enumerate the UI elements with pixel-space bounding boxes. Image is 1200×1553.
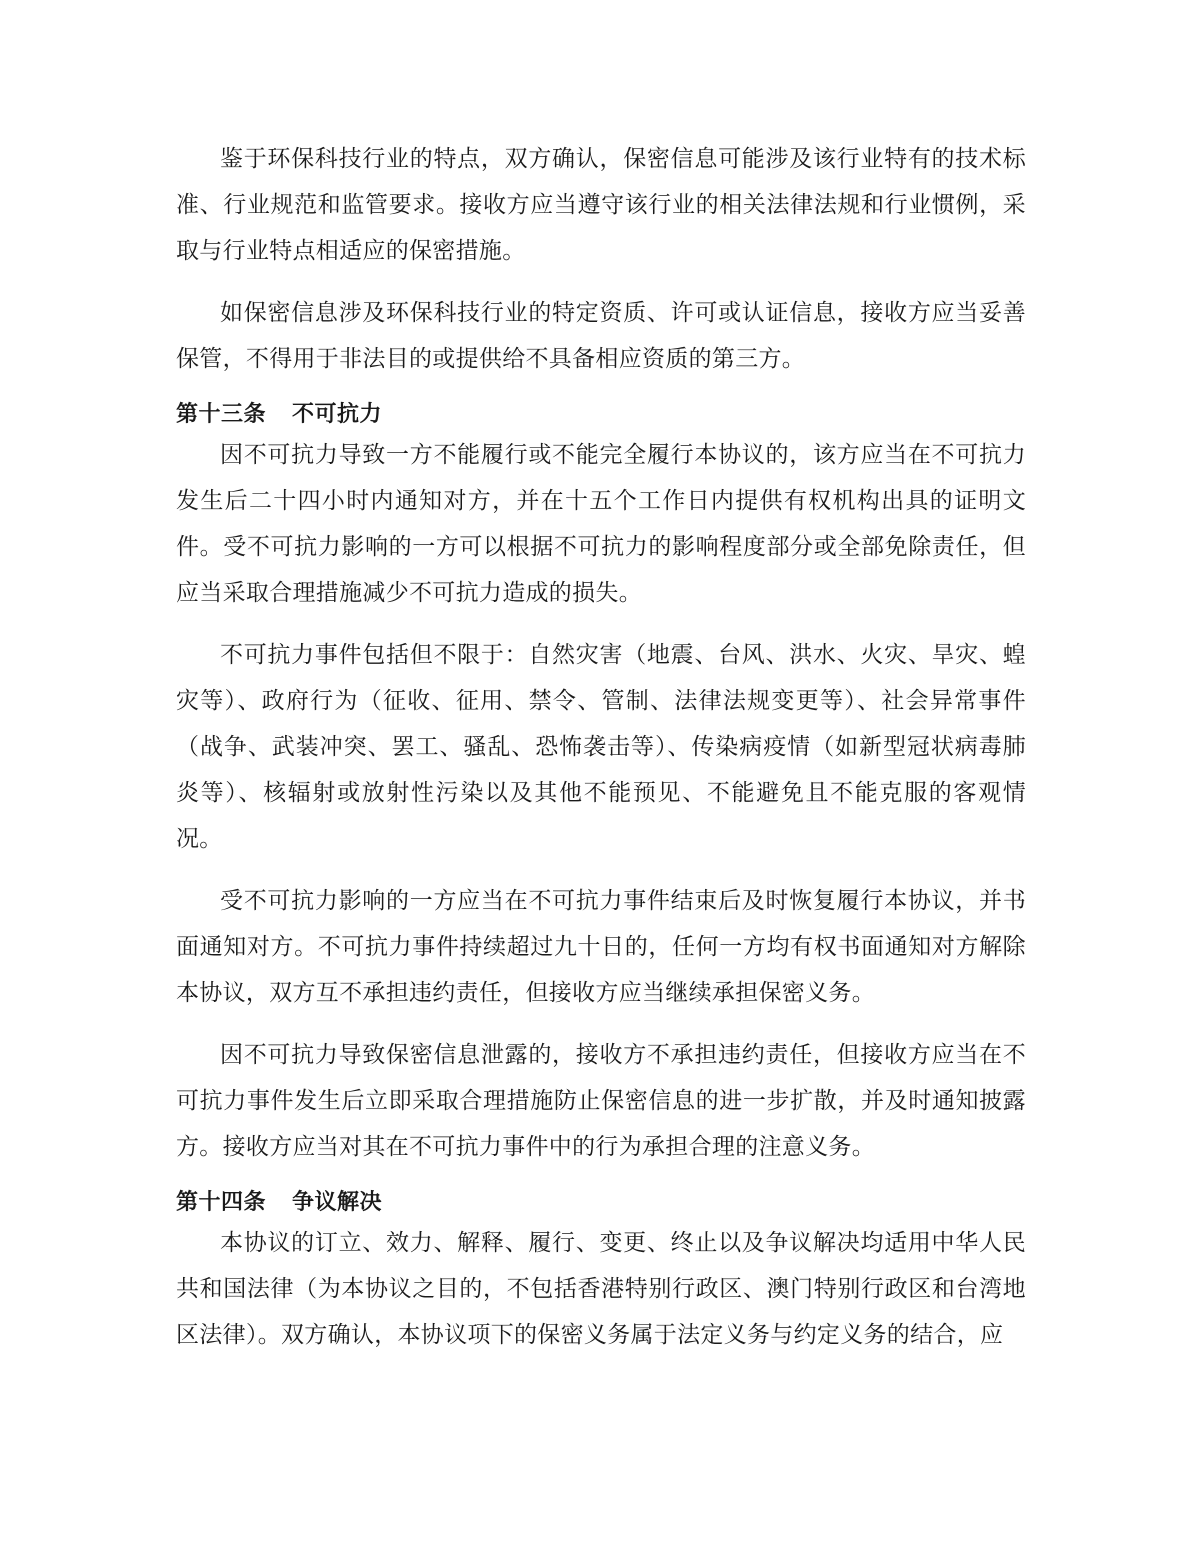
- article-13-title: 不可抗力: [292, 402, 383, 427]
- article-14-number: 第十四条: [176, 1190, 267, 1215]
- paragraph-governing-law: 本协议的订立、效力、解释、履行、变更、终止以及争议解决均适用中华人民共和国法律（为本协议之目的，不包括香港特别行政区、澳门特别行政区和台湾地区法律）。双方确认，本协议项下的保密义务属于法定义务与约定义务的结合，应: [176, 1230, 1026, 1348]
- paragraph-force-majeure-events: 不可抗力事件包括但不限于：自然灾害（地震、台风、洪水、火灾、旱灾、蝗灾等）、政府行为（征收、征用、禁令、管制、法律法规变更等）、社会异常事件（战争、武装冲突、罢工、骚乱、恐怖袭击等）、传染病疫情（如新型冠状病毒肺炎等）、核辐射或放射性污染以及其他不能预见、不能避免且不能克服的客观情况。: [176, 642, 1026, 852]
- document-page: [176, 136, 1026, 1358]
- paragraph-force-majeure-termination: 受不可抗力影响的一方应当在不可抗力事件结束后及时恢复履行本协议，并书面通知对方。不可抗力事件持续超过九十日的，任何一方均有权书面通知对方解除本协议，双方互不承担违约责任，但接收方应当继续承担保密义务。: [176, 888, 1026, 1006]
- paragraph-industry-standards: 鉴于环保科技行业的特点，双方确认，保密信息可能涉及该行业特有的技术标准、行业规范和监管要求。接收方应当遵守该行业的相关法律法规和行业惯例，采取与行业特点相适应的保密措施。: [176, 146, 1026, 264]
- article-14-heading: [176, 1186, 1026, 1220]
- paragraph-qualification-info: 如保密信息涉及环保科技行业的特定资质、许可或认证信息，接收方应当妥善保管，不得用于非法目的或提供给不具备相应资质的第三方。: [176, 300, 1026, 372]
- article-14-title: 争议解决: [292, 1190, 383, 1215]
- paragraph-force-majeure-disclosure: 因不可抗力导致保密信息泄露的，接收方不承担违约责任，但接收方应当在不可抗力事件发生后立即采取合理措施防止保密信息的进一步扩散，并及时通知披露方。接收方应当对其在不可抗力事件中的行为承担合理的注意义务。: [176, 1042, 1026, 1160]
- paragraph-force-majeure-notice: 因不可抗力导致一方不能履行或不能完全履行本协议的，该方应当在不可抗力发生后二十四小时内通知对方，并在十五个工作日内提供有权机构出具的证明文件。受不可抗力影响的一方可以根据不可抗力的影响程度部分或全部免除责任，但应当采取合理措施减少不可抗力造成的损失。: [176, 442, 1026, 606]
- article-13-number: 第十三条: [176, 402, 267, 427]
- article-13-heading: [176, 398, 1026, 432]
